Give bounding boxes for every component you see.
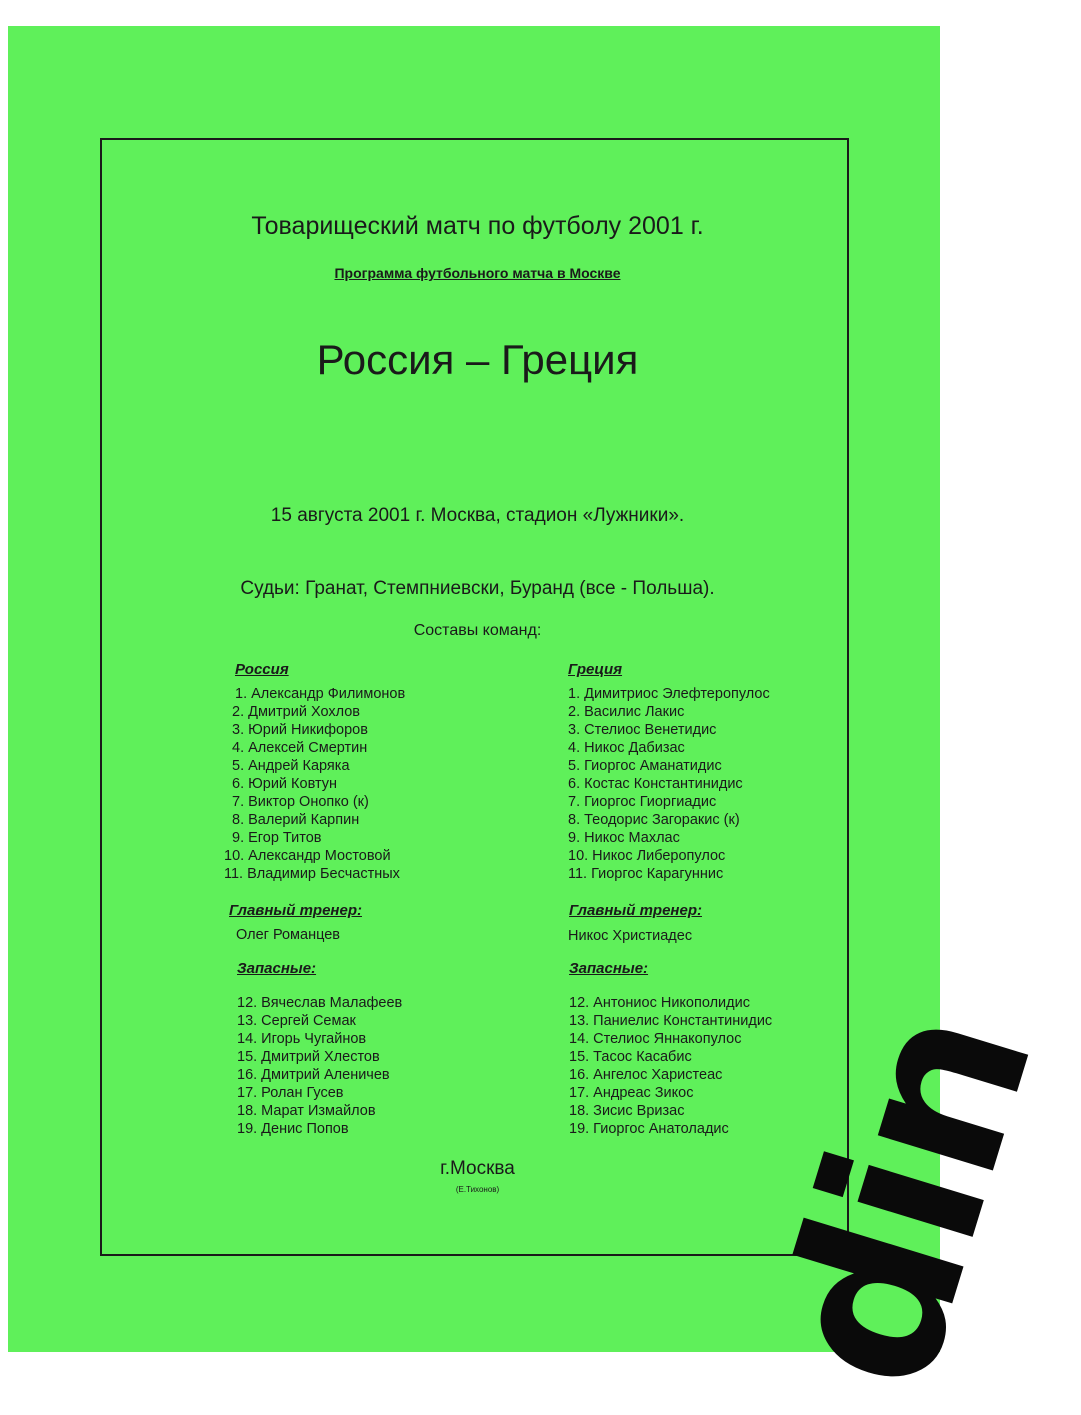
- team-name-russia: Россия: [235, 661, 289, 678]
- din-logo-text: din: [727, 984, 1081, 1415]
- list-item: 19. Денис Попов: [237, 1121, 349, 1137]
- list-item: 5. Гиоргос Аманатидис: [568, 758, 722, 774]
- list-item: 5. Андрей Каряка: [232, 758, 350, 774]
- list-item: 3. Стелиос Венетидис: [568, 722, 717, 738]
- list-item: 1. Александр Филимонов: [235, 686, 406, 702]
- list-item: 7. Виктор Онопко (к): [232, 794, 369, 810]
- list-item: 16. Дмитрий Аленичев: [237, 1067, 390, 1083]
- list-item: 9. Егор Титов: [232, 830, 322, 846]
- list-item: 18. Марат Измайлов: [237, 1103, 376, 1119]
- list-item: 12. Вячеслав Малафеев: [237, 995, 403, 1011]
- list-item: 2. Василис Лакис: [568, 704, 685, 720]
- list-item: 13. Сергей Семак: [237, 1013, 356, 1029]
- list-item: 17. Ролан Гусев: [237, 1085, 344, 1101]
- author-credit: (Е.Тихонов): [455, 1185, 500, 1194]
- date-venue: 15 августа 2001 г. Москва, стадион «Лужники».: [270, 505, 685, 526]
- list-item: 15. Дмитрий Хлестов: [237, 1049, 380, 1065]
- list-item: 14. Стелиос Яннакопулос: [569, 1031, 742, 1047]
- city-footer: г.Москва: [440, 1158, 515, 1179]
- lineups-heading: Составы команд:: [413, 622, 542, 639]
- list-item: 7. Гиоргос Гиоргиадис: [568, 794, 717, 810]
- list-item: 15. Тасос Касабис: [569, 1049, 692, 1065]
- referees-line: Судьи: Гранат, Стемпниевски, Буранд (все - Польша).: [240, 578, 715, 599]
- list-item: 17. Андреас Зикос: [569, 1085, 694, 1101]
- list-item: 12. Антониос Никополидис: [569, 995, 750, 1011]
- greece-coach-label: Главный тренер:: [569, 902, 702, 919]
- list-item: 2. Дмитрий Хохлов: [232, 704, 360, 720]
- list-item: 6. Костас Константинидис: [568, 776, 743, 792]
- list-item: 6. Юрий Ковтун: [232, 776, 338, 792]
- list-item: 1. Димитриос Элефтеропулос: [568, 686, 770, 702]
- list-item: 11. Владимир Бесчастных: [224, 866, 400, 882]
- list-item: 14. Игорь Чугайнов: [237, 1031, 367, 1047]
- list-item: 9. Никос Махлас: [568, 830, 680, 846]
- list-item: 8. Валерий Карпин: [232, 812, 360, 828]
- header-title: Товарищеский матч по футболу 2001 г.: [251, 212, 704, 240]
- team-name-greece: Греция: [568, 661, 623, 678]
- greece-coach-name: Никос Христиадес: [568, 928, 693, 944]
- list-item: 10. Александр Мостовой: [224, 848, 391, 864]
- list-item: 18. Зисис Вризас: [569, 1103, 685, 1119]
- list-item: 13. Паниелис Константинидис: [569, 1013, 773, 1029]
- subheader: Программа футбольного матча в Москве: [334, 265, 621, 281]
- list-item: 16. Ангелос Харистеас: [569, 1067, 723, 1083]
- list-item: 11. Гиоргос Карагуннис: [568, 866, 724, 882]
- russia-coach-name: Олег Романцев: [236, 927, 341, 943]
- list-item: 10. Никос Либеропулос: [568, 848, 726, 864]
- greece-subs-label: Запасные:: [569, 960, 649, 977]
- list-item: 4. Алексей Смертин: [232, 740, 368, 756]
- list-item: 19. Гиоргос Анатоладис: [569, 1121, 729, 1137]
- match-title: Россия – Греция: [316, 336, 639, 383]
- russia-subs-label: Запасные:: [237, 960, 317, 977]
- din-logo-watermark: [690, 984, 1081, 1415]
- russia-coach-label: Главный тренер:: [229, 902, 362, 919]
- list-item: 4. Никос Дабизас: [568, 740, 685, 756]
- list-item: 8. Теодорис Загоракис (к): [568, 812, 740, 828]
- list-item: 3. Юрий Никифоров: [232, 722, 368, 738]
